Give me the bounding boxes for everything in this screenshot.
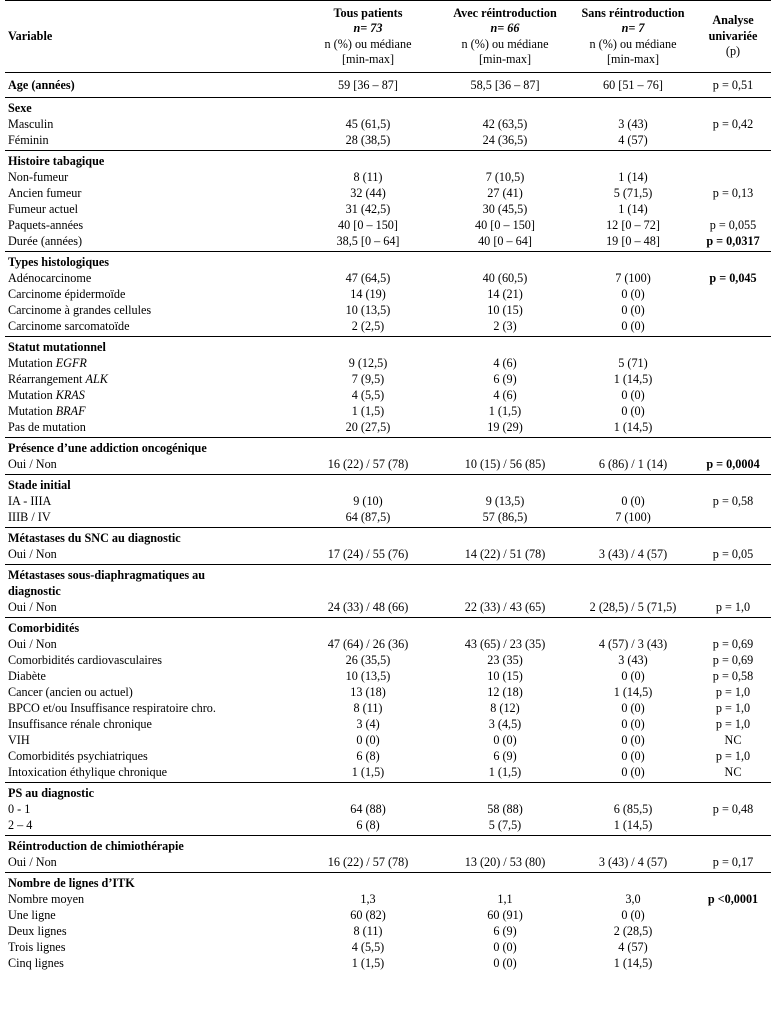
cell-without: 4 (57) <box>618 133 648 147</box>
row-label: Comorbidités psychiatriques <box>8 749 148 763</box>
table-row <box>5 599 771 618</box>
group-performance-status <box>5 783 771 836</box>
section-title: Types histologiques <box>8 255 110 269</box>
label-prefix: Mutation <box>8 356 56 370</box>
cell-all: 64 (87,5) <box>345 510 391 524</box>
table-row <box>5 764 771 783</box>
cell-with: 9 (13,5) <box>485 494 525 508</box>
cell-without: 5 (71,5) <box>613 186 653 200</box>
header-col3-stat2: [min-max] <box>606 52 660 66</box>
header-all-patients <box>297 1 439 73</box>
cell-all: 9 (10) <box>353 494 383 508</box>
cell-without: 1 (14,5) <box>613 372 653 386</box>
cell-without: 0 (0) <box>621 733 645 747</box>
row-label <box>5 371 297 387</box>
cell-all: 13 (18) <box>350 685 386 699</box>
cell-p-significant: p = 0,0317 <box>706 234 760 248</box>
cell-all: 64 (88) <box>350 802 386 816</box>
cell-without: 0 (0) <box>621 494 645 508</box>
table-row <box>5 684 771 700</box>
row-label: Carcinome à grandes cellules <box>8 303 152 317</box>
group-subdiaphragmatic <box>5 565 771 618</box>
row-label: 0 - 1 <box>8 802 31 816</box>
cell-without: 0 (0) <box>621 669 645 683</box>
row-label: Cinq lignes <box>8 956 64 970</box>
row-label: Oui / Non <box>8 457 57 471</box>
cell-with: 19 (29) <box>487 420 523 434</box>
table-row <box>5 873 771 892</box>
cell-all: 60 (82) <box>350 908 386 922</box>
cell-without: 3 (43) <box>618 117 648 131</box>
table-row <box>5 185 771 201</box>
cell-p: p = 1,0 <box>715 717 751 731</box>
cell-all: 59 [36 – 87] <box>338 78 398 92</box>
table-row <box>5 438 771 457</box>
cell-with: 8 (12) <box>490 701 520 715</box>
table-row <box>5 419 771 438</box>
table-row <box>5 955 771 971</box>
cell-without: 3 (43) / 4 (57) <box>598 547 668 561</box>
cell-all: 45 (61,5) <box>345 117 391 131</box>
cell-p: p = 1,0 <box>715 685 751 699</box>
gene-name: KRAS <box>55 388 85 402</box>
table-row <box>5 456 771 475</box>
header-col1-n: n= 73 <box>353 21 383 35</box>
table-row <box>5 854 771 873</box>
cell-with: 1 (1,5) <box>488 765 522 779</box>
cell-with: 0 (0) <box>493 956 517 970</box>
cell-p: p = 0,58 <box>712 669 754 683</box>
group-stage <box>5 475 771 528</box>
table-row <box>5 891 771 907</box>
cell-with: 60 (91) <box>487 908 523 922</box>
section-title: Métastases sous-diaphragmatiques au <box>8 568 206 582</box>
cell-all: 28 (38,5) <box>345 133 391 147</box>
header-with-reintro <box>439 1 571 73</box>
header-col2-stat1: n (%) ou médiane <box>461 36 549 51</box>
cell-p-significant: p = 0,045 <box>709 271 757 285</box>
section-title: Métastases du SNC au diagnostic <box>8 531 181 545</box>
row-label: IIIB / IV <box>8 510 51 524</box>
cell-with: 14 (21) <box>487 287 523 301</box>
table-row <box>5 700 771 716</box>
row-label: Age (années) <box>8 78 75 92</box>
table-row <box>5 509 771 528</box>
cell-without: 3 (43) / 4 (57) <box>598 855 668 869</box>
cell-with: 3 (4,5) <box>488 717 522 731</box>
cell-with: 43 (65) / 23 (35) <box>464 637 546 651</box>
cell-with: 4 (6) <box>493 388 517 402</box>
header-col3-n: n= 7 <box>621 21 645 35</box>
cell-all: 8 (11) <box>353 701 383 715</box>
table-row <box>5 169 771 185</box>
row-label: VIH <box>8 733 30 747</box>
row-label: Carcinome sarcomatoïde <box>8 319 130 333</box>
cell-without: 3 (43) <box>618 653 648 667</box>
cell-p-significant: p = 0,0004 <box>706 457 760 471</box>
cell-without: 0 (0) <box>621 765 645 779</box>
cell-with: 4 (6) <box>493 356 517 370</box>
row-label: Fumeur actuel <box>8 202 79 216</box>
table-row <box>5 286 771 302</box>
row-label: Nombre moyen <box>8 892 85 906</box>
label-prefix: Mutation <box>8 404 56 418</box>
cell-without: 7 (100) <box>615 271 651 285</box>
table-row <box>5 132 771 151</box>
table-row <box>5 493 771 509</box>
cell-all: 17 (24) / 55 (76) <box>327 547 409 561</box>
table-row <box>5 371 771 387</box>
row-label: Intoxication éthylique chronique <box>8 765 168 779</box>
cell-all: 1 (1,5) <box>351 404 385 418</box>
table-row <box>5 318 771 337</box>
cell-without: 5 (71) <box>618 356 648 370</box>
cell-with: 40 (60,5) <box>482 271 528 285</box>
table-row <box>5 907 771 923</box>
table-row <box>5 201 771 217</box>
cell-all: 32 (44) <box>350 186 386 200</box>
table-row <box>5 652 771 668</box>
cell-p: NC <box>724 733 742 747</box>
cell-with: 14 (22) / 51 (78) <box>464 547 546 561</box>
cell-p: p = 0,69 <box>712 653 754 667</box>
cell-with: 10 (15) / 56 (85) <box>464 457 546 471</box>
table-row <box>5 583 771 599</box>
cell-without: 1 (14,5) <box>613 685 653 699</box>
cell-with: 6 (9) <box>493 372 517 386</box>
row-label: Oui / Non <box>8 855 57 869</box>
cell-all: 6 (8) <box>356 818 380 832</box>
table-row <box>5 923 771 939</box>
cell-with: 58,5 [36 – 87] <box>470 78 540 92</box>
table-row <box>5 403 771 419</box>
cell-all: 40 [0 – 150] <box>338 218 398 232</box>
cell-without: 1 (14) <box>618 202 648 216</box>
group-mutation <box>5 337 771 438</box>
row-label: Durée (années) <box>8 234 83 248</box>
row-label: Masculin <box>8 117 54 131</box>
header-col3-stat1: n (%) ou médiane <box>589 36 677 51</box>
cell-all: 31 (42,5) <box>345 202 391 216</box>
cell-p: p = 0,055 <box>709 218 757 232</box>
group-tki-lines <box>5 873 771 972</box>
cell-without: 2 (28,5) / 5 (71,5) <box>589 600 677 614</box>
cell-with: 0 (0) <box>493 940 517 954</box>
row-label: Deux lignes <box>8 924 67 938</box>
row-label: 2 – 4 <box>8 818 33 832</box>
cell-p: p = 0,13 <box>712 186 754 200</box>
cell-all: 47 (64) / 26 (36) <box>327 637 409 651</box>
cell-without: 7 (100) <box>615 510 651 524</box>
cell-p: p = 0,42 <box>712 117 754 131</box>
cell-p: p = 0,58 <box>712 494 754 508</box>
cell-with: 10 (15) <box>487 669 523 683</box>
cell-all: 8 (11) <box>353 170 383 184</box>
cell-without: 1 (14,5) <box>613 818 653 832</box>
cell-without: 1 (14) <box>618 170 648 184</box>
cell-all: 2 (2,5) <box>351 319 385 333</box>
table-row <box>5 817 771 836</box>
cell-with: 23 (35) <box>487 653 523 667</box>
group-cns-metastases <box>5 528 771 565</box>
cell-without: 0 (0) <box>621 303 645 317</box>
table-header <box>5 1 771 73</box>
group-comorbidities <box>5 618 771 783</box>
row-label: Oui / Non <box>8 637 57 651</box>
cell-p: p = 0,69 <box>712 637 754 651</box>
cell-with: 42 (63,5) <box>482 117 528 131</box>
row-label: Insuffisance rénale chronique <box>8 717 152 731</box>
cell-without: 0 (0) <box>621 717 645 731</box>
cell-p: p = 0,05 <box>712 547 754 561</box>
table-row <box>5 716 771 732</box>
cell-all: 1 (1,5) <box>351 765 385 779</box>
cell-p: p = 1,0 <box>715 749 751 763</box>
label-prefix: Mutation <box>8 388 56 402</box>
group-addiction <box>5 438 771 475</box>
row-label: Non-fumeur <box>8 170 69 184</box>
cell-all: 1 (1,5) <box>351 956 385 970</box>
cell-without: 4 (57) <box>618 940 648 954</box>
row-label: Cancer (ancien ou actuel) <box>8 685 133 699</box>
table-row <box>5 732 771 748</box>
cell-without: 0 (0) <box>621 388 645 402</box>
cell-with: 1,1 <box>497 892 513 906</box>
cell-all: 16 (22) / 57 (78) <box>327 855 409 869</box>
cell-without: 6 (85,5) <box>613 802 653 816</box>
gene-name: ALK <box>85 372 108 386</box>
cell-with: 5 (7,5) <box>488 818 522 832</box>
table-row <box>5 151 771 170</box>
cell-without: 6 (86) / 1 (14) <box>598 457 668 471</box>
header-without-reintro <box>571 1 695 73</box>
header-col1-stat1: n (%) ou médiane <box>324 36 412 51</box>
cell-without: 19 [0 – 48] <box>606 234 660 248</box>
header-col4-title2: univariée <box>708 28 758 43</box>
header-col2-title: Avec réintroduction <box>453 5 557 20</box>
table-row <box>5 939 771 955</box>
section-title-cont: diagnostic <box>8 584 61 598</box>
cell-all: 16 (22) / 57 (78) <box>327 457 409 471</box>
cell-without: 0 (0) <box>621 404 645 418</box>
row-label: Carcinome épidermoïde <box>8 287 126 301</box>
row-label: Pas de mutation <box>8 420 86 434</box>
cell-with: 1 (1,5) <box>488 404 522 418</box>
cell-with: 13 (20) / 53 (80) <box>464 855 546 869</box>
table-row <box>5 387 771 403</box>
section-title: Statut mutationnel <box>8 340 106 354</box>
cell-with: 40 [0 – 150] <box>475 218 535 232</box>
table-row <box>5 636 771 652</box>
cell-without: 4 (57) / 3 (43) <box>598 637 668 651</box>
cell-all: 8 (11) <box>353 924 383 938</box>
row-label: Adénocarcinome <box>8 271 92 285</box>
header-col2-stat2: [min-max] <box>478 52 532 66</box>
table-row <box>5 748 771 764</box>
table-row <box>5 252 771 271</box>
row-label <box>5 355 297 371</box>
table-row <box>5 801 771 817</box>
table-row <box>5 337 771 356</box>
cell-with: 30 (45,5) <box>482 202 528 216</box>
cell-with: 22 (33) / 43 (65) <box>464 600 546 614</box>
cell-without: 0 (0) <box>621 749 645 763</box>
header-col1-stat2: [min-max] <box>341 52 395 66</box>
cell-p: p = 1,0 <box>715 701 751 715</box>
cell-without: 12 [0 – 72] <box>606 218 660 232</box>
cell-p: p = 0,51 <box>712 78 754 92</box>
row-label: IA - IIIA <box>8 494 52 508</box>
group-sexe <box>5 98 771 151</box>
cell-with: 12 (18) <box>487 685 523 699</box>
row-label: Trois lignes <box>8 940 66 954</box>
section-title: Réintroduction de chimiothérapie <box>8 839 184 853</box>
gene-name: BRAF <box>55 404 86 418</box>
cell-with: 2 (3) <box>493 319 517 333</box>
table-row <box>5 73 771 98</box>
cell-all: 1,3 <box>360 892 376 906</box>
section-title: Stade initial <box>8 478 71 492</box>
header-variable: Variable <box>8 28 53 43</box>
cell-all: 3 (4) <box>356 717 380 731</box>
cell-without: 3,0 <box>625 892 641 906</box>
header-col1-title: Tous patients <box>333 5 403 20</box>
cell-all: 4 (5,5) <box>351 940 385 954</box>
cell-with: 40 [0 – 64] <box>478 234 532 248</box>
header-univariate <box>695 1 771 73</box>
cell-without: 1 (14,5) <box>613 956 653 970</box>
label-prefix: Réarrangement <box>8 372 86 386</box>
row-label: Oui / Non <box>8 547 57 561</box>
header-col4-title3: (p) <box>725 44 741 59</box>
cell-all: 9 (12,5) <box>348 356 388 370</box>
row-label: Féminin <box>8 133 49 147</box>
cell-p: p = 1,0 <box>715 600 751 614</box>
group-chemotherapy <box>5 836 771 873</box>
table-row <box>5 98 771 117</box>
row-label: Ancien fumeur <box>8 186 82 200</box>
cell-without: 0 (0) <box>621 908 645 922</box>
cell-with: 27 (41) <box>487 186 523 200</box>
table-row <box>5 565 771 584</box>
table-row <box>5 355 771 371</box>
cell-all: 7 (9,5) <box>351 372 385 386</box>
section-title: Nombre de lignes d’ITK <box>8 876 135 890</box>
table-row <box>5 233 771 252</box>
results-table <box>5 0 771 971</box>
cell-with: 6 (9) <box>493 924 517 938</box>
row-label <box>5 387 297 403</box>
cell-without: 0 (0) <box>621 287 645 301</box>
header-col4-title1: Analyse <box>712 13 754 28</box>
group-histology <box>5 252 771 337</box>
cell-with: 58 (88) <box>487 802 523 816</box>
table-row <box>5 217 771 233</box>
cell-all: 14 (19) <box>350 287 386 301</box>
row-label <box>5 403 297 419</box>
table-row <box>5 528 771 547</box>
cell-without: 0 (0) <box>621 319 645 333</box>
row-label: Oui / Non <box>8 600 57 614</box>
cell-p-significant: p <0,0001 <box>707 892 759 906</box>
cell-all: 24 (33) / 48 (66) <box>327 600 409 614</box>
cell-without: 2 (28,5) <box>613 924 653 938</box>
table-row <box>5 618 771 637</box>
table-row <box>5 475 771 494</box>
row-label: Diabète <box>8 669 46 683</box>
cell-all: 10 (13,5) <box>345 669 391 683</box>
table-row <box>5 783 771 802</box>
cell-all: 20 (27,5) <box>345 420 391 434</box>
cell-all: 38,5 [0 – 64] <box>336 234 400 248</box>
cell-all: 47 (64,5) <box>345 271 391 285</box>
cell-all: 10 (13,5) <box>345 303 391 317</box>
header-col3-title: Sans réintroduction <box>581 5 685 20</box>
table-row <box>5 668 771 684</box>
row-label: Comorbidités cardiovasculaires <box>8 653 162 667</box>
table-row <box>5 836 771 855</box>
cell-with: 10 (15) <box>487 303 523 317</box>
row-label: Une ligne <box>8 908 56 922</box>
cell-without: 0 (0) <box>621 701 645 715</box>
cell-with: 0 (0) <box>493 733 517 747</box>
section-title: Sexe <box>8 101 32 115</box>
cell-with: 24 (36,5) <box>482 133 528 147</box>
cell-with: 7 (10,5) <box>485 170 525 184</box>
row-label: Paquets-années <box>8 218 84 232</box>
cell-without: 60 [51 – 76] <box>603 78 663 92</box>
gene-name: EGFR <box>55 356 87 370</box>
cell-p: p = 0,17 <box>712 855 754 869</box>
cell-without: 1 (14,5) <box>613 420 653 434</box>
cell-with: 57 (86,5) <box>482 510 528 524</box>
table-row <box>5 546 771 565</box>
table-row <box>5 302 771 318</box>
cell-p: p = 0,48 <box>712 802 754 816</box>
cell-all: 0 (0) <box>356 733 380 747</box>
row-label: BPCO et/ou Insuffisance respiratoire chro. <box>8 701 216 715</box>
table-row <box>5 270 771 286</box>
cell-all: 6 (8) <box>356 749 380 763</box>
group-tabac <box>5 151 771 252</box>
section-title: Comorbidités <box>8 621 80 635</box>
section-title: Histoire tabagique <box>8 154 105 168</box>
cell-with: 6 (9) <box>493 749 517 763</box>
header-col2-n: n= 66 <box>490 21 520 35</box>
table-row <box>5 116 771 132</box>
section-title: Présence d’une addiction oncogénique <box>8 441 207 455</box>
cell-all: 4 (5,5) <box>351 388 385 402</box>
cell-all: 26 (35,5) <box>345 653 391 667</box>
section-title: PS au diagnostic <box>8 786 95 800</box>
group-age <box>5 73 771 98</box>
cell-p: NC <box>724 765 742 779</box>
